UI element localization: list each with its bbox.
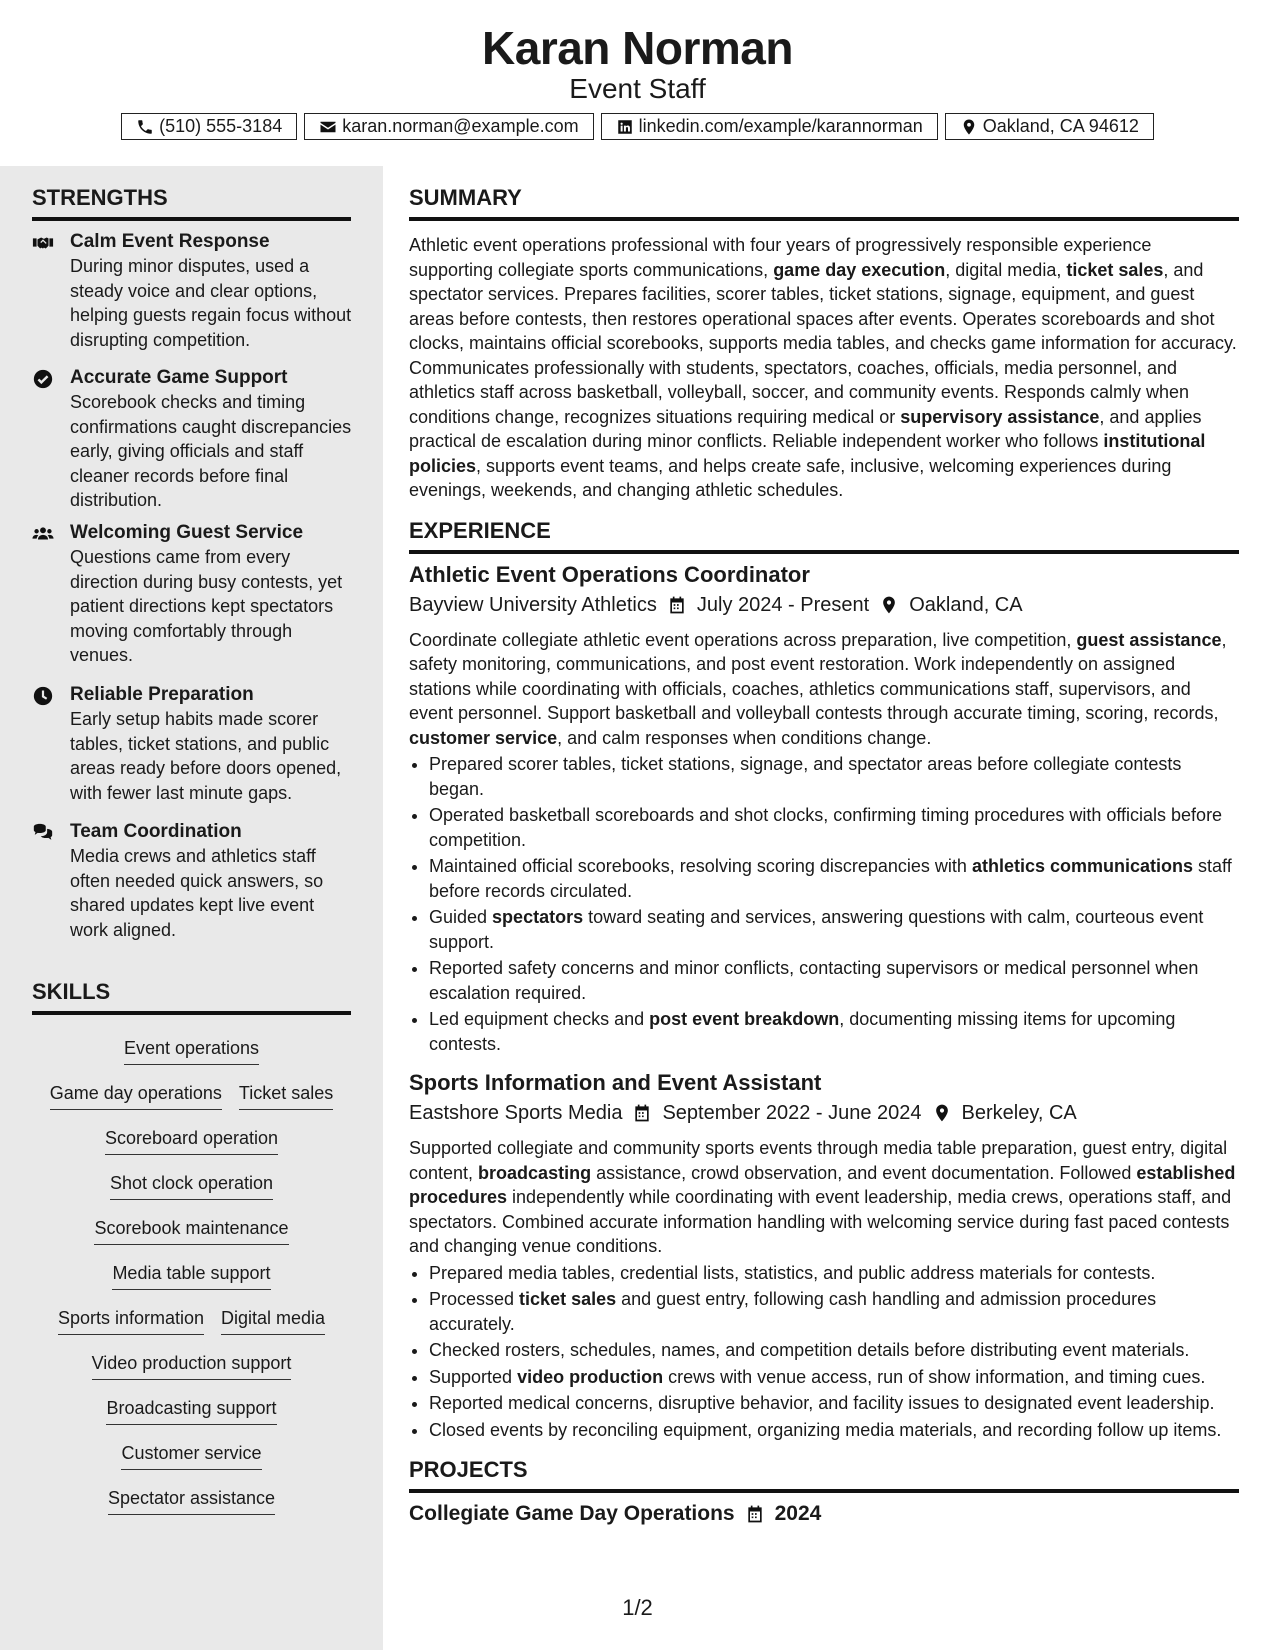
projects-heading: PROJECTS	[409, 1456, 1239, 1493]
envelope-icon	[319, 118, 337, 136]
bullet-item: • Checked rosters, schedules, names, and competition details before distributing event materials.	[429, 1338, 1239, 1363]
job-entry	[409, 1068, 1239, 1442]
contact-bar	[0, 113, 1275, 140]
calendar-icon	[632, 1103, 652, 1123]
skill-tag: Video production support	[92, 1351, 292, 1380]
strength-title: Reliable Preparation	[70, 684, 254, 705]
skill-tag: Ticket sales	[239, 1081, 333, 1110]
skill-tag: Sports information	[58, 1306, 204, 1335]
bullet-item: • Prepared media tables, credential lists, statistics, and public address materials for contests.	[429, 1261, 1239, 1286]
strength-title: Calm Event Response	[70, 231, 270, 252]
skill-tag: Scoreboard operation	[105, 1126, 278, 1155]
contact-phone[interactable]	[121, 113, 297, 140]
bullet-item: • Prepared scorer tables, ticket stations, signage, and spectator areas before collegiate contests began.	[429, 752, 1239, 801]
skills-list	[32, 1036, 351, 1531]
strength-desc: Questions came from every direction during busy contests, yet patient directions kept spectators moving comfortably through venues.	[70, 547, 343, 665]
bullet-item: • Led equipment checks and post event breakdown, documenting missing items for upcoming contests.	[429, 1007, 1239, 1056]
strength-desc: Early setup habits made scorer tables, ticket stations, and public areas ready before doors opened, with fewer last minute gaps.	[70, 709, 342, 803]
skill-tag: Digital media	[221, 1306, 325, 1335]
job-location: Oakland, CA	[909, 593, 1023, 616]
job-description: Coordinate collegiate athletic event operations across preparation, live competition, guest assistance, safety monitoring, communications, and post event restoration. Work independently on assigned stations while coordinating with officials, coaches, athletics communications staff, supervisors, and event personnel. Support basketball and volleyball contests through accurate timing, scoring, records, customer service, and calm responses when conditions change.	[409, 629, 1227, 748]
job-company: Bayview University Athletics	[409, 593, 657, 616]
strength-title: Accurate Game Support	[70, 367, 288, 388]
main-column	[409, 166, 1239, 1537]
users-icon	[32, 523, 54, 545]
skill-tag: Game day operations	[50, 1081, 222, 1110]
job-bullets	[409, 752, 1239, 1056]
skill-tag: Customer service	[121, 1441, 261, 1470]
job-entry	[409, 560, 1239, 1057]
contact-email[interactable]	[304, 113, 593, 140]
project-entry	[409, 1499, 1239, 1529]
experience-heading: EXPERIENCE	[409, 517, 1239, 554]
map-pin-icon	[879, 595, 899, 615]
job-dates: July 2024 - Present	[696, 593, 870, 616]
skill-tag: Shot clock operation	[110, 1171, 273, 1200]
linkedin-icon	[616, 118, 634, 136]
job-meta	[409, 590, 1239, 620]
bullet-item: • Reported medical concerns, disruptive behavior, and facility issues to designated event leadership.	[429, 1391, 1239, 1416]
strength-item	[32, 521, 352, 668]
skill-tag: Spectator assistance	[108, 1486, 275, 1515]
contact-linkedin[interactable]	[601, 113, 938, 140]
skill-tag: Media table support	[112, 1261, 270, 1290]
check-circle-icon	[32, 368, 54, 390]
strength-item	[32, 230, 352, 352]
strength-desc: Scorebook checks and timing confirmations caught discrepancies early, giving officials and staff cleaner records before final distribution.	[70, 392, 352, 510]
bullet-item: • Maintained official scorebooks, resolving scoring discrepancies with athletics communications staff before records circulated.	[429, 854, 1239, 903]
bullet-item: • Guided spectators toward seating and services, answering questions with calm, courteous event support.	[429, 905, 1239, 954]
map-pin-icon	[960, 118, 978, 136]
strengths-heading: STRENGTHS	[32, 184, 351, 221]
job-location: Berkeley, CA	[961, 1102, 1077, 1124]
summary-heading: SUMMARY	[409, 184, 1239, 221]
strength-desc: Media crews and athletics staff often needed quick answers, so shared updates kept live event work aligned.	[70, 846, 324, 940]
linkedin-text: linkedin.com/example/karannorman	[638, 116, 923, 136]
email-text: karan.norman@example.com	[342, 116, 579, 136]
strength-item	[32, 820, 352, 942]
strength-desc: During minor disputes, used a steady voice and clear options, helping guests regain focus without disrupting competition.	[70, 256, 352, 350]
bullet-item: • Reported safety concerns and minor conflicts, contacting supervisors or medical personnel when escalation required.	[429, 956, 1239, 1005]
calendar-icon	[667, 595, 687, 615]
job-title: Athletic Event Operations Coordinator	[409, 561, 810, 587]
phone-icon	[136, 118, 154, 136]
bullet-item: • Supported video production crews with venue access, run of show information, and timing cues.	[429, 1365, 1239, 1390]
clock-icon	[32, 685, 54, 707]
strength-title: Welcoming Guest Service	[70, 522, 304, 543]
job-meta	[409, 1098, 1239, 1128]
candidate-name: Karan Norman	[482, 22, 793, 74]
job-description: Supported collegiate and community sports events through media table preparation, guest entry, digital content, broadcasting assistance, crowd observation, and event documentation. Followed established procedures independently while coordinating with event leadership, media crews, operations staff, and spectators. Combined accurate information handling with welcoming service during fast paced contests and changing venue conditions.	[409, 1138, 1236, 1256]
project-year: 2024	[774, 1502, 822, 1525]
comments-icon	[32, 822, 54, 844]
skill-tag: Event operations	[124, 1036, 259, 1065]
handshake-icon	[32, 232, 54, 254]
strength-title: Team Coordination	[70, 821, 242, 842]
job-company: Eastshore Sports Media	[409, 1102, 623, 1124]
bullet-item: • Processed ticket sales and guest entry, following cash handling and admission procedures accurately.	[429, 1287, 1239, 1336]
job-bullets	[409, 1261, 1239, 1443]
calendar-icon	[745, 1504, 765, 1524]
job-title: Sports Information and Event Assistant	[409, 1070, 822, 1095]
phone-text: (510) 555-3184	[159, 116, 283, 136]
strength-item	[32, 366, 352, 513]
resume-header	[0, 0, 1275, 166]
strength-item	[32, 683, 352, 805]
location-text: Oakland, CA 94612	[982, 116, 1139, 136]
page-number: 1/2	[622, 1595, 653, 1620]
job-dates: September 2022 - June 2024	[662, 1102, 922, 1124]
project-title: Collegiate Game Day Operations	[409, 1502, 735, 1525]
bullet-item: • Operated basketball scoreboards and shot clocks, confirming timing procedures with officials before competition.	[429, 803, 1239, 852]
summary-text: Athletic event operations professional with four years of progressively responsible experience supporting collegiate sports communications, game day execution, digital media, ticket sales, and spectator services. Prepares facilities, scorer tables, ticket stations, signage, equipment, and guest areas before contests, then restores operational spaces after events. Operates scoreboards and shot clocks, maintains official scorebooks, supports media tables, and checks game information for accuracy. Communicates professionally with students, spectators, coaches, officials, media personnel, and athletics staff across basketball, volleyball, soccer, and community events. Responds calmly when conditions change, recognizes situations requiring medical or supervisory assistance, and applies practical de escalation during minor conflicts. Reliable independent worker who follows institutional policies, supports event teams, and helps create safe, inclusive, welcoming experiences during evenings, weekends, and changing athletic schedules.	[409, 235, 1237, 500]
map-pin-icon	[932, 1103, 952, 1123]
skill-tag: Broadcasting support	[106, 1396, 276, 1425]
skill-tag: Scorebook maintenance	[94, 1216, 288, 1245]
skills-heading: SKILLS	[32, 978, 351, 1015]
contact-location	[945, 113, 1154, 140]
bullet-item: • Closed events by reconciling equipment, organizing media materials, and recording follow up items.	[429, 1418, 1239, 1443]
candidate-role: Event Staff	[569, 73, 706, 104]
